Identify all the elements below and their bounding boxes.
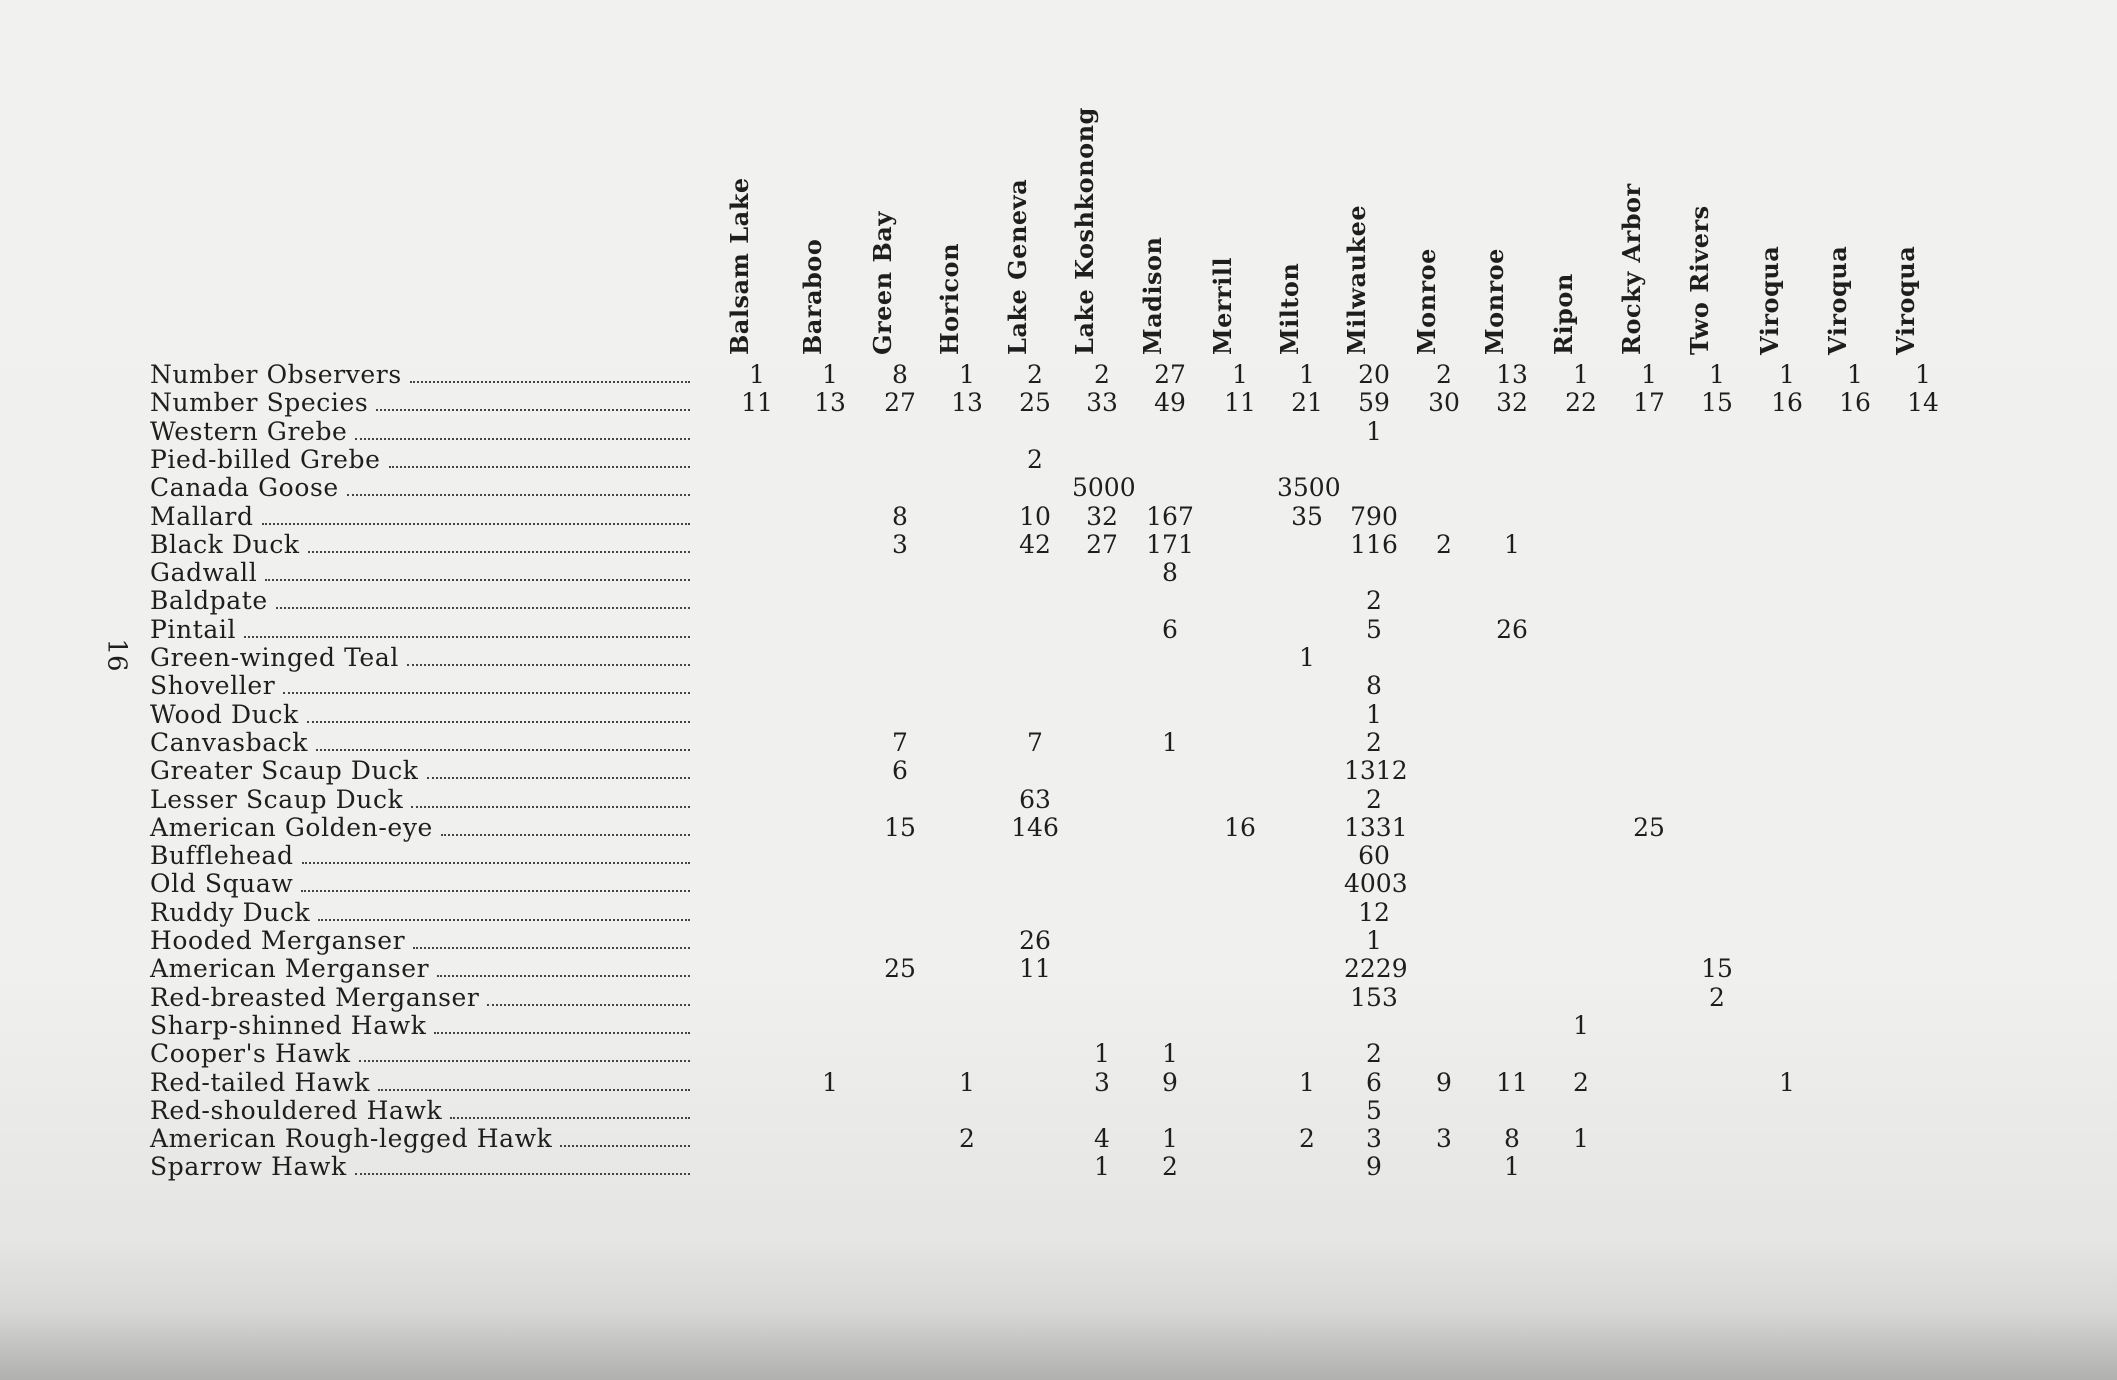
row-label-text: Ruddy Duck (150, 897, 311, 927)
column-header-label: Horicon (935, 242, 964, 355)
table-row (0, 559, 2117, 587)
row-label-text: Pintail (150, 614, 237, 644)
table-cell: 5 (1366, 1095, 1382, 1125)
table-cell: 171 (1146, 529, 1194, 559)
dot-leader (265, 579, 690, 581)
row-label (150, 870, 690, 898)
table-cell: 1 (1504, 529, 1520, 559)
column-header-label: Viroqua (1891, 245, 1920, 355)
row-label-text: Red-tailed Hawk (150, 1067, 371, 1097)
table-cell: 25 (884, 954, 916, 984)
table-cell: 2 (1436, 529, 1452, 559)
row-label (150, 899, 690, 927)
row-label (150, 984, 690, 1012)
dot-leader (450, 1117, 690, 1119)
row-label (150, 1097, 690, 1125)
table-cell: 3500 (1277, 473, 1341, 503)
row-label-text: Sharp-shinned Hawk (150, 1010, 427, 1040)
row-label (150, 361, 690, 389)
column-header-row (0, 0, 2117, 360)
row-label-text: Lesser Scaup Duck (150, 784, 404, 814)
table-cell: 14 (1907, 388, 1939, 418)
table-cell: 21 (1291, 388, 1323, 418)
table-cell: 2 (959, 1124, 975, 1154)
dot-leader (307, 721, 690, 723)
row-label-text: Canada Goose (150, 473, 339, 503)
dot-leader (302, 862, 690, 864)
table-cell: 15 (1701, 954, 1733, 984)
table-cell: 1 (1366, 416, 1382, 446)
column-header-label: Baraboo (798, 238, 827, 355)
dot-leader (376, 409, 690, 411)
table-cell: 6 (1162, 614, 1178, 644)
table-cell: 16 (1771, 388, 1803, 418)
table-cell: 25 (1019, 388, 1051, 418)
table-cell: 32 (1496, 388, 1528, 418)
table-row (0, 1097, 2117, 1125)
table-cell: 13 (814, 388, 846, 418)
table-row (0, 616, 2117, 644)
table-row (0, 757, 2117, 785)
table-row (0, 418, 2117, 446)
dot-leader (411, 806, 690, 808)
table-cell: 20 (1358, 360, 1390, 389)
dot-leader (262, 523, 690, 525)
table-row (0, 955, 2117, 983)
table-cell: 1 (959, 1067, 975, 1097)
row-label (150, 786, 690, 814)
row-label (150, 701, 690, 729)
row-label-text: Black Duck (150, 529, 300, 559)
row-label (150, 1153, 690, 1181)
table-cell: 11 (1496, 1067, 1528, 1097)
table-cell: 16 (1224, 812, 1256, 842)
row-label-text: Green-winged Teal (150, 643, 399, 672)
row-label-text: Greater Scaup Duck (150, 756, 419, 786)
table-row (0, 729, 2117, 757)
row-label-text: Cooper's Hawk (150, 1039, 351, 1069)
table-row (0, 1040, 2117, 1068)
table-cell: 1 (822, 1067, 838, 1097)
table-cell: 2 (1027, 444, 1043, 474)
dot-leader (355, 1173, 690, 1175)
table-cell: 3 (1436, 1124, 1452, 1154)
row-label-text: Red-breasted Merganser (150, 982, 480, 1012)
row-label-text: Sparrow Hawk (150, 1152, 347, 1182)
dot-leader (244, 636, 690, 638)
table-cell: 8 (1504, 1124, 1520, 1154)
table-cell: 1 (1779, 360, 1795, 389)
table-cell: 1 (1299, 643, 1315, 672)
table-cell: 1 (1162, 727, 1178, 757)
table-cell: 1 (1094, 1152, 1110, 1182)
dot-leader (355, 438, 690, 440)
table-row (0, 389, 2117, 417)
table-cell: 5 (1366, 614, 1382, 644)
table-cell: 167 (1146, 501, 1194, 531)
table-row (0, 587, 2117, 615)
table-row (0, 927, 2117, 955)
row-label (150, 531, 690, 559)
row-label-text: Baldpate (150, 586, 268, 616)
table-cell: 1 (959, 360, 975, 389)
dot-leader (308, 551, 690, 553)
table-cell: 27 (884, 388, 916, 418)
table-cell: 2229 (1344, 954, 1408, 984)
row-label (150, 616, 690, 644)
table-row (0, 361, 2117, 389)
row-label-text: Canvasback (150, 727, 309, 757)
column-header-label: Milwaukee (1342, 204, 1371, 355)
table-cell: 63 (1019, 784, 1051, 814)
row-label (150, 1125, 690, 1153)
table-cell: 2 (1027, 360, 1043, 389)
table-cell: 26 (1496, 614, 1528, 644)
dot-leader (413, 947, 690, 949)
dot-leader (301, 890, 690, 892)
table-cell: 13 (951, 388, 983, 418)
table-cell: 5000 (1072, 473, 1136, 503)
table-cell: 15 (1701, 388, 1733, 418)
dot-leader (378, 1089, 690, 1091)
row-label (150, 1012, 690, 1040)
table-row (0, 1125, 2117, 1153)
dot-leader (316, 749, 690, 751)
table-cell: 1 (1162, 1039, 1178, 1069)
table-cell: 1 (1162, 1124, 1178, 1154)
row-label (150, 559, 690, 587)
table-row (0, 870, 2117, 898)
table-row (0, 701, 2117, 729)
table-cell: 1 (1504, 1152, 1520, 1182)
table-cell: 790 (1350, 501, 1398, 531)
table-cell: 9 (1366, 1152, 1382, 1182)
table-cell: 25 (1633, 812, 1665, 842)
row-label (150, 446, 690, 474)
row-label (150, 644, 690, 672)
row-label (150, 757, 690, 785)
table-row (0, 786, 2117, 814)
table-cell: 1 (1915, 360, 1931, 389)
dot-leader (318, 919, 690, 921)
table-cell: 8 (892, 501, 908, 531)
table-cell: 12 (1358, 897, 1390, 927)
table-cell: 2 (1366, 784, 1382, 814)
table-row (0, 446, 2117, 474)
table-cell: 3 (1094, 1067, 1110, 1097)
table-cell: 35 (1291, 501, 1323, 531)
row-label-text: Gadwall (150, 558, 258, 588)
table-cell: 60 (1358, 841, 1390, 871)
row-label-text: Hooded Merganser (150, 926, 406, 955)
column-header-label: Viroqua (1823, 245, 1852, 355)
dot-leader (441, 834, 690, 836)
table-cell: 16 (1839, 388, 1871, 418)
table-cell: 11 (741, 388, 773, 418)
row-label (150, 389, 690, 417)
dot-leader (347, 494, 690, 496)
table-cell: 1331 (1344, 812, 1408, 842)
table-row (0, 644, 2117, 672)
row-label (150, 418, 690, 446)
table-cell: 146 (1011, 812, 1059, 842)
row-label (150, 1069, 690, 1097)
dot-leader (283, 692, 690, 694)
table-cell: 2 (1162, 1152, 1178, 1182)
table-cell: 4003 (1344, 869, 1408, 899)
row-label (150, 729, 690, 757)
table-cell: 9 (1436, 1067, 1452, 1097)
table-cell: 59 (1358, 388, 1390, 418)
row-label-text: Red-shouldered Hawk (150, 1095, 443, 1125)
row-label (150, 955, 690, 983)
row-label (150, 503, 690, 531)
table-row (0, 531, 2117, 559)
column-header-label: Lake Geneva (1003, 178, 1032, 355)
table-cell: 2 (1366, 727, 1382, 757)
table-cell: 1 (1094, 1039, 1110, 1069)
table-cell: 49 (1154, 388, 1186, 418)
table-cell: 2 (1436, 360, 1452, 389)
row-label (150, 587, 690, 615)
table-cell: 1 (1573, 1010, 1589, 1040)
table-cell: 3 (1366, 1124, 1382, 1154)
table-cell: 2 (1366, 586, 1382, 616)
table-cell: 1312 (1344, 756, 1408, 786)
table-cell: 7 (1027, 727, 1043, 757)
column-header-label: Madison (1138, 236, 1167, 355)
row-label (150, 927, 690, 955)
table-cell: 8 (1366, 671, 1382, 701)
table-cell: 11 (1224, 388, 1256, 418)
table-cell: 2 (1573, 1067, 1589, 1097)
table-cell: 1 (1299, 1067, 1315, 1097)
table-cell: 9 (1162, 1067, 1178, 1097)
table-cell: 27 (1154, 360, 1186, 389)
dot-leader (410, 381, 690, 383)
dot-leader (437, 975, 690, 977)
table-cell: 27 (1086, 529, 1118, 559)
table-cell: 10 (1019, 501, 1051, 531)
row-label (150, 814, 690, 842)
row-label-text: Mallard (150, 501, 254, 531)
table-cell: 1 (1232, 360, 1248, 389)
table-cell: 1 (1366, 926, 1382, 955)
table-row (0, 503, 2117, 531)
row-label-text: American Merganser (150, 954, 430, 984)
table-row (0, 814, 2117, 842)
table-row (0, 474, 2117, 502)
row-label-text: Western Grebe (150, 416, 348, 446)
row-label-text: American Golden-eye (150, 812, 433, 842)
table-cell: 6 (1366, 1067, 1382, 1097)
table-cell: 6 (892, 756, 908, 786)
dot-leader (560, 1145, 690, 1147)
column-header-label: Viroqua (1755, 245, 1784, 355)
column-header-label: Rocky Arbor (1617, 183, 1646, 355)
table-cell: 1 (1847, 360, 1863, 389)
table-cell: 4 (1094, 1124, 1110, 1154)
row-label (150, 672, 690, 700)
row-label (150, 474, 690, 502)
row-label-text: Wood Duck (150, 699, 299, 729)
table-cell: 116 (1350, 529, 1398, 559)
table-row (0, 899, 2117, 927)
table-cell: 2 (1366, 1039, 1382, 1069)
table-cell: 22 (1565, 388, 1597, 418)
row-label-text: Pied-billed Grebe (150, 444, 381, 474)
column-header-label: Milton (1275, 262, 1304, 355)
page-number: 16 (101, 638, 132, 672)
column-header-label: Lake Koshkonong (1070, 107, 1099, 355)
row-label (150, 842, 690, 870)
dot-leader (359, 1060, 690, 1062)
table-row (0, 672, 2117, 700)
column-header-label: Monroe (1412, 248, 1441, 355)
column-header-label: Merrill (1208, 257, 1237, 355)
table-row (0, 984, 2117, 1012)
row-label-text: Shoveller (150, 671, 276, 701)
table-cell: 2 (1709, 982, 1725, 1012)
table-cell: 33 (1086, 388, 1118, 418)
row-label-text: American Rough-legged Hawk (150, 1124, 553, 1154)
table-cell: 1 (1366, 699, 1382, 729)
column-header-label: Green Bay (868, 211, 897, 355)
table-cell: 1 (1573, 360, 1589, 389)
table-row (0, 1012, 2117, 1040)
table-cell: 3 (892, 529, 908, 559)
column-header-label: Two Rivers (1685, 205, 1714, 355)
table-cell: 1 (1779, 1067, 1795, 1097)
row-label-text: Old Squaw (150, 869, 294, 899)
table-cell: 1 (1573, 1124, 1589, 1154)
column-header-label: Balsam Lake (725, 177, 754, 355)
row-label-text: Number Observers (150, 360, 402, 389)
row-label (150, 1040, 690, 1068)
page-bottom-shadow (0, 1310, 2117, 1380)
table-row (0, 1069, 2117, 1097)
row-label-text: Number Species (150, 388, 369, 418)
dot-leader (276, 607, 690, 609)
table-cell: 15 (884, 812, 916, 842)
dot-leader (389, 466, 690, 468)
table-row (0, 1153, 2117, 1181)
table-cell: 1 (1299, 360, 1315, 389)
table-cell: 42 (1019, 529, 1051, 559)
table-cell: 13 (1496, 360, 1528, 389)
row-label-text: Bufflehead (150, 841, 294, 871)
table-cell: 17 (1633, 388, 1665, 418)
table-cell: 30 (1428, 388, 1460, 418)
table-cell: 2 (1299, 1124, 1315, 1154)
table-cell: 153 (1350, 982, 1398, 1012)
dot-leader (427, 777, 690, 779)
table-cell: 26 (1019, 926, 1051, 955)
table-cell: 1 (749, 360, 765, 389)
table-cell: 1 (822, 360, 838, 389)
dot-leader (487, 1004, 690, 1006)
table-cell: 8 (1162, 558, 1178, 588)
dot-leader (407, 664, 690, 666)
table-cell: 32 (1086, 501, 1118, 531)
table-row (0, 842, 2117, 870)
table-cell: 7 (892, 727, 908, 757)
table-cell: 2 (1094, 360, 1110, 389)
column-header-label: Ripon (1549, 273, 1578, 355)
table-cell: 11 (1019, 954, 1051, 984)
column-header-label: Monroe (1480, 248, 1509, 355)
table-cell: 8 (892, 360, 908, 389)
table-cell: 1 (1641, 360, 1657, 389)
table-cell: 1 (1709, 360, 1725, 389)
dot-leader (434, 1032, 690, 1034)
